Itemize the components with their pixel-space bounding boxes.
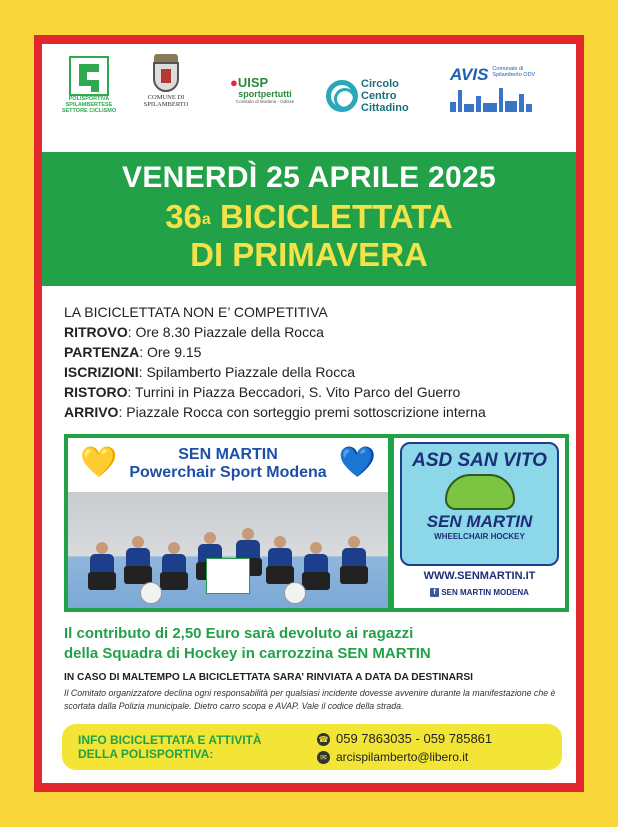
info-label: RITROVO (64, 324, 128, 340)
player-figure (268, 536, 292, 582)
polisportiva-name-2: SPILAMBERTESE (65, 102, 113, 108)
event-title-line-2: DI PRIMAVERA (190, 236, 428, 273)
uisp-logo (230, 76, 300, 104)
info-value: : Ore 8.30 Piazzale della Rocca (127, 324, 324, 340)
contribution-note (64, 624, 569, 664)
info-value: : Turrini in Piazza Beccadori, S. Vito Parco del Guerro (127, 384, 461, 400)
whatsapp-icon: ☎ (318, 735, 329, 745)
title-band (42, 152, 576, 286)
team-photo-image (68, 492, 388, 608)
club-facebook (394, 588, 565, 597)
uisp-committee: Comitato di Modena - Odisse (235, 99, 295, 104)
comune-logo (136, 54, 196, 108)
polisportiva-name: POLISPORTIVA (68, 96, 110, 102)
non-competitive-note: LA BICICLETTATA NON E’ COMPETITIVA (64, 304, 328, 320)
contact-label (78, 733, 262, 761)
info-row-iscrizioni (64, 362, 569, 382)
polisportiva-logo-icon (69, 56, 109, 96)
avis-line-1: Comunale di (492, 66, 524, 72)
info-row-arrivo (64, 402, 569, 422)
email-icon: ✉ (317, 751, 330, 764)
info-value: : Piazzale Rocca con sorteggio premi sottoscrizione interna (118, 404, 486, 420)
event-info (64, 302, 569, 422)
contact-label-line-2: DELLA POLISPORTIVA: (78, 747, 214, 761)
club-logo-line-2: SEN MARTIN (426, 512, 533, 531)
info-label: ISCRIZIONI (64, 364, 139, 380)
circolo-line-3: Cittadino (361, 102, 409, 114)
avis-logo (450, 66, 550, 112)
info-row-partenza (64, 342, 569, 362)
info-row-ritrovo (64, 322, 569, 342)
event-title-line-1: BICICLETTATA (220, 198, 453, 235)
club-banner (206, 558, 250, 594)
contribution-line-1: Il contributo di 2,50 Euro sarà devoluto ai ragazzi (64, 625, 414, 642)
circolo-logo (326, 78, 438, 114)
uisp-brand: ●UISP (230, 75, 269, 90)
facebook-icon: f (430, 588, 439, 597)
sponsor-logos (42, 44, 576, 140)
contribution-line-2: della Squadra di Hockey in carrozzina SEN MARTIN (64, 645, 431, 662)
team-photo-block (64, 434, 569, 612)
info-value: : Spilamberto Piazzale della Rocca (138, 364, 356, 380)
info-value: : Ore 9.15 (139, 344, 202, 360)
player-figure (90, 542, 114, 588)
team-photo-header (68, 438, 388, 492)
player-figure (342, 536, 366, 582)
player-figure (162, 542, 186, 588)
avis-brand: AVIS (450, 65, 489, 84)
info-label: PARTENZA (64, 344, 140, 360)
polisportiva-sector: SETTORE CICLISMO (61, 108, 117, 114)
uisp-brand-text: UISP (237, 75, 269, 90)
polisportiva-logo (60, 54, 118, 114)
player-figure (304, 542, 328, 588)
circolo-ring-icon (326, 80, 358, 112)
frog-mascot-icon (445, 474, 515, 510)
event-edition (42, 198, 576, 236)
player-figure (126, 536, 150, 582)
skyline-icon (450, 88, 532, 112)
info-row-ristoro (64, 382, 569, 402)
team-name: SEN MARTIN (178, 446, 278, 463)
circolo-line-1: Circolo (361, 78, 399, 90)
event-date: VENERDÌ 25 APRILE 2025 (122, 161, 496, 194)
town-crest-icon (149, 54, 183, 94)
contact-box (62, 724, 562, 770)
ball-icon (140, 582, 162, 604)
poster (42, 44, 576, 783)
club-panel (394, 438, 565, 608)
info-label: ARRIVO (64, 404, 119, 420)
uisp-tagline: sportpertutti (238, 89, 292, 99)
club-logo-line-3: WHEELCHAIR HOCKEY (434, 532, 525, 541)
phone-numbers: 059 7863035 - 059 785861 (336, 731, 493, 746)
club-logo-line-1: ASD SAN VITO (412, 450, 547, 471)
avis-subtitle (492, 66, 535, 78)
avis-line-2: Spilamberto ODV (492, 72, 536, 78)
facebook-name: SEN MARTIN MODENA (441, 588, 529, 597)
yellow-heart-icon: 💛 (80, 446, 118, 479)
email-address[interactable]: arcispilamberto@libero.it (336, 750, 469, 764)
circolo-line-2: Centro (361, 90, 397, 102)
ball-icon (284, 582, 306, 604)
comune-label: COMUNE DI (147, 94, 185, 101)
info-label: RISTORO (64, 384, 128, 400)
club-logo (400, 442, 559, 566)
comune-name: SPILAMBERTO (143, 101, 189, 108)
edition-suffix: a (201, 211, 211, 228)
bad-weather-notice: IN CASO DI MALTEMPO LA BICICLETTATA SARA’ RINVIATA A DATA DA DESTINARSI (64, 672, 473, 683)
edition-number: 36 (165, 198, 202, 235)
blue-heart-icon: 💙 (338, 446, 376, 479)
contact-label-line-1: INFO BICICLETTATA E ATTIVITÀ (78, 733, 262, 747)
club-website: WWW.SENMARTIN.IT (423, 570, 536, 582)
team-photo (68, 438, 388, 608)
contact-phones (317, 731, 492, 746)
contact-email[interactable] (317, 750, 468, 764)
circolo-name (361, 78, 409, 114)
disclaimer: Il Comitato organizzatore declina ogni responsabilità per qualsiasi incidente dovesse avvenire durante la manifestazione che è scortata dalla Polizia municipale. Dietro carro scopa e AVAP. Vale il codice della strada. (64, 688, 556, 711)
team-subtitle: Powerchair Sport Modena (129, 464, 327, 481)
